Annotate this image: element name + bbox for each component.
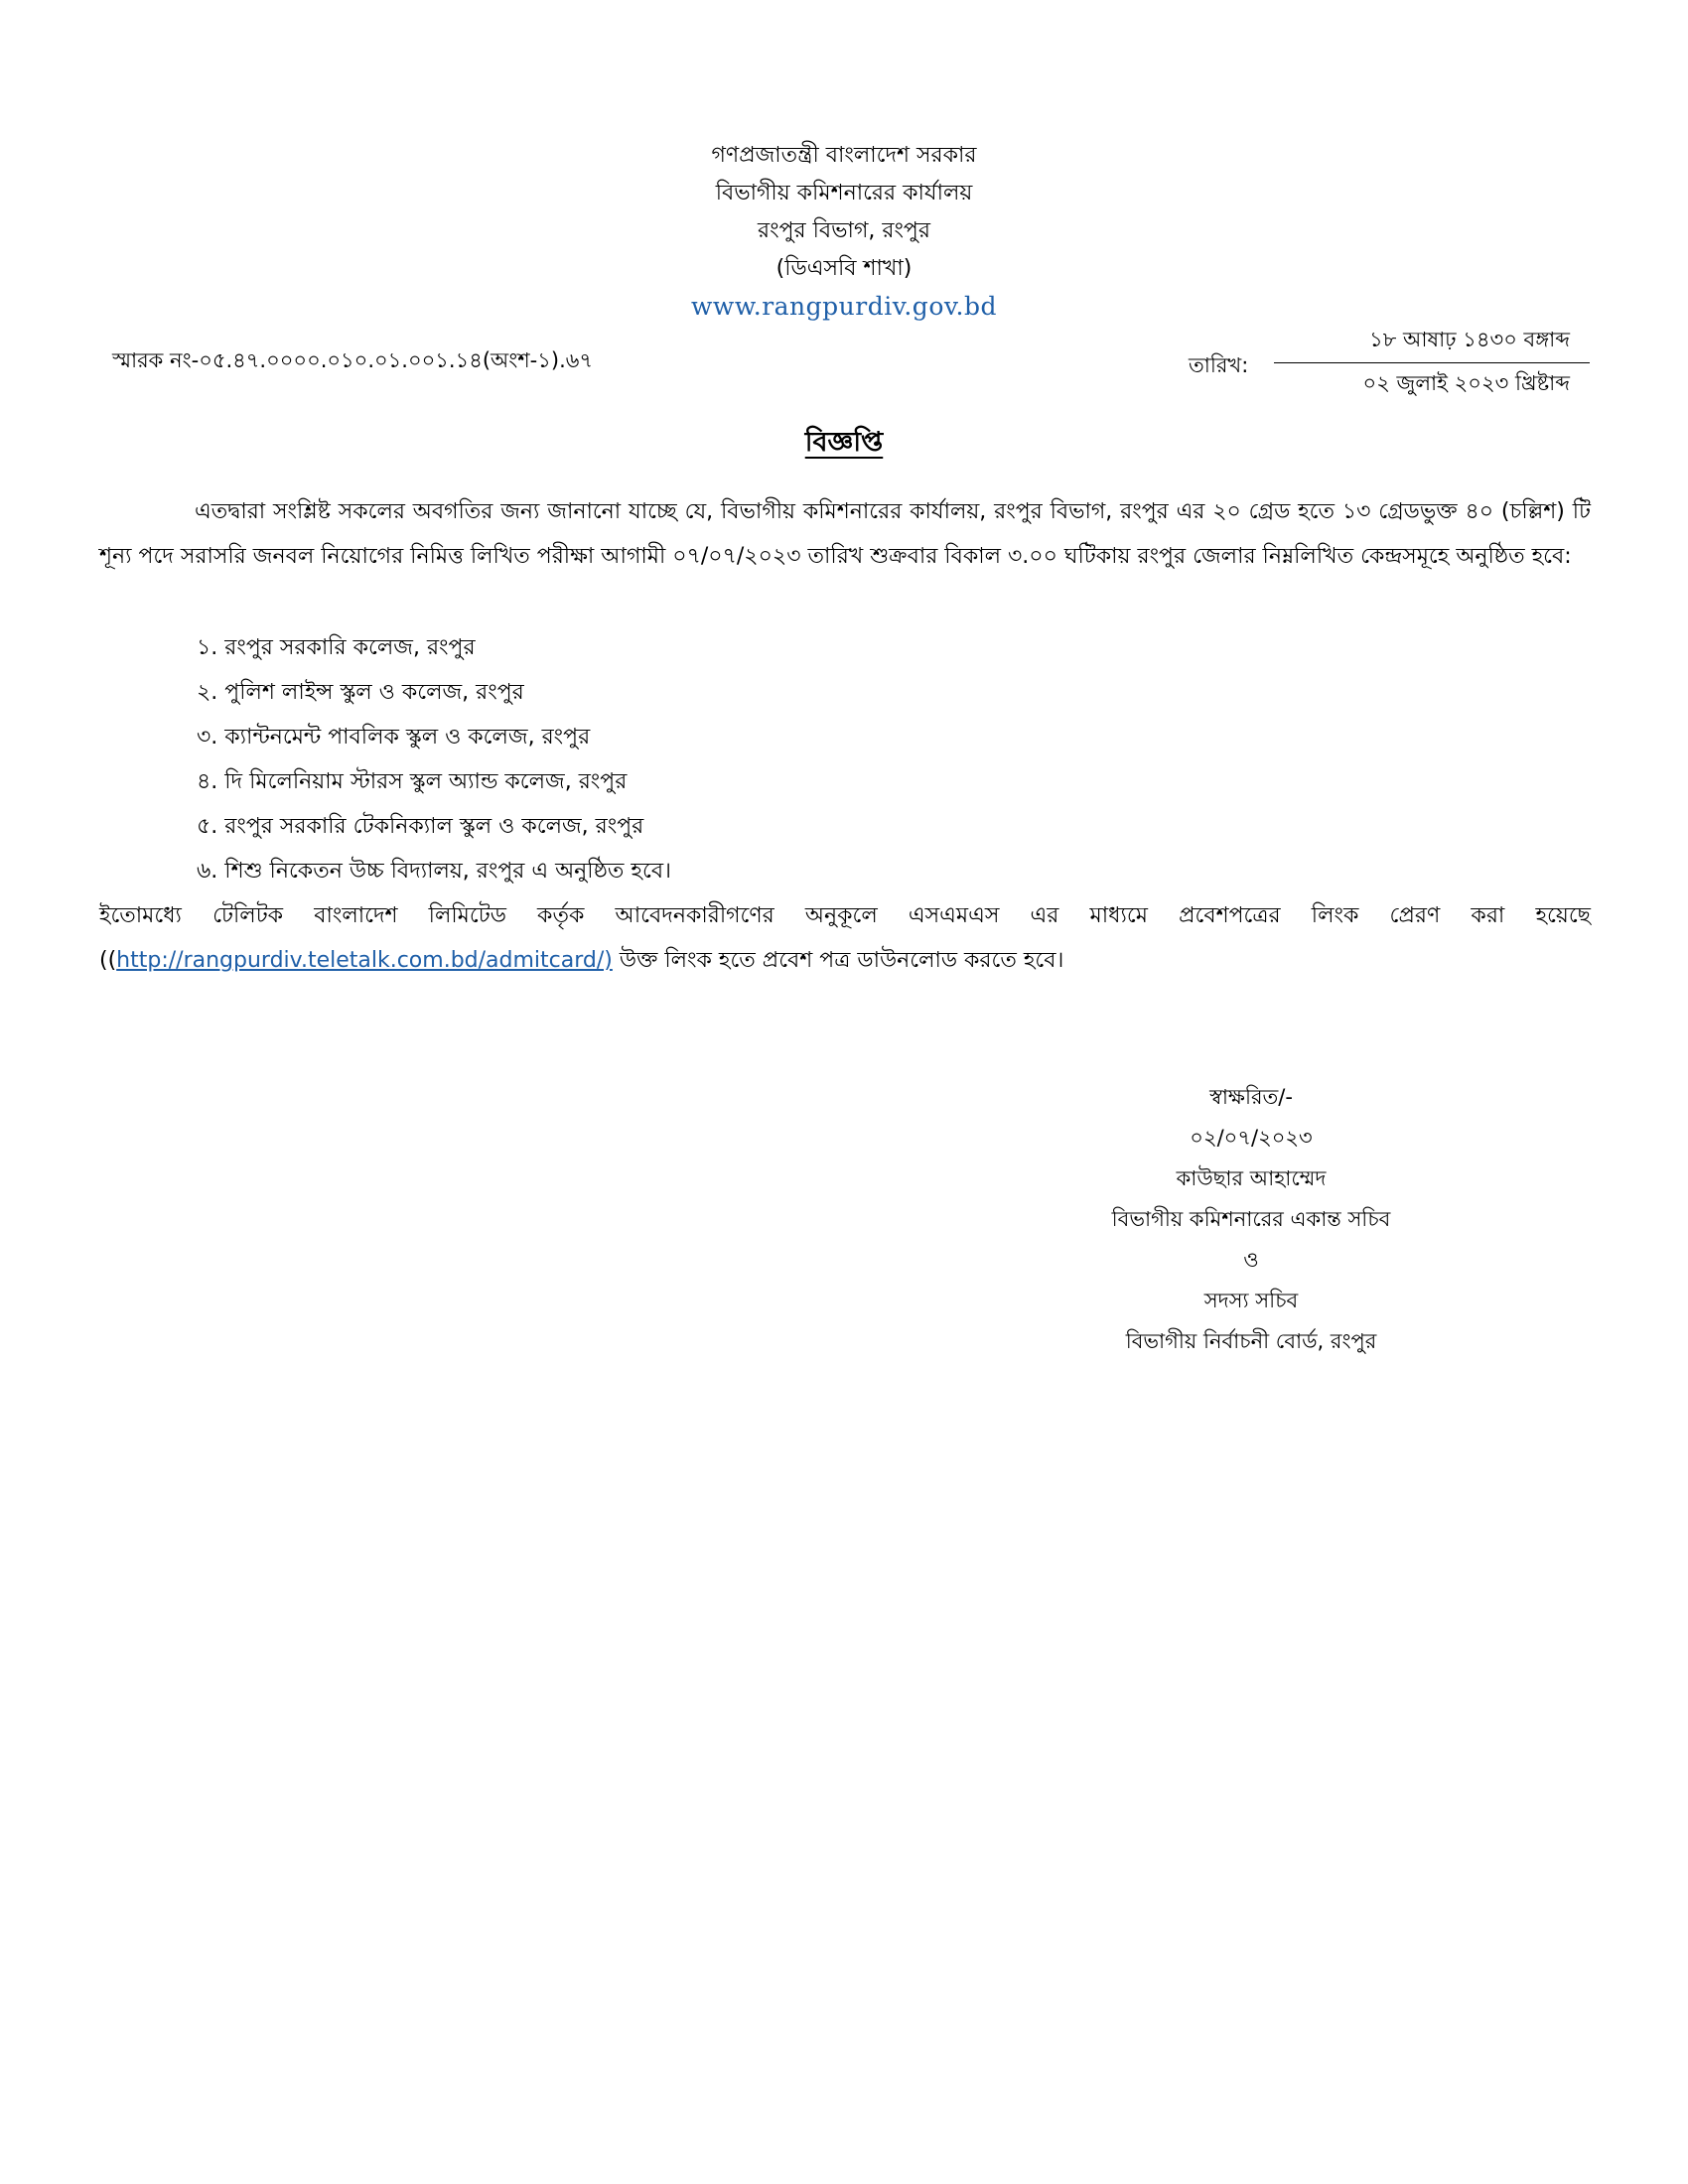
date-bangla: ১৮ আষাঢ় ১৪৩০ বঙ্গাব্দ xyxy=(1274,324,1590,363)
closing-text-before: ইতোমধ্যে টেলিটক বাংলাদেশ লিমিটেড কর্তৃক আবেদনকারীগণের অনুকূলে এসএমএস এর মাধ্যমে প্রবেশপত্রের লিংক প্রেরণ করা হয়েছে (( xyxy=(99,903,1591,973)
letterhead xyxy=(0,137,1688,326)
date-block xyxy=(1274,324,1590,402)
notice-body xyxy=(99,489,1591,579)
venue-list xyxy=(197,625,671,893)
signed-mark: স্বাক্ষরিত/- xyxy=(1209,1085,1293,1109)
signatory-designation: বিভাগীয় কমিশনারের একান্ত সচিব xyxy=(1111,1207,1391,1231)
signatory-name: কাউছার আহাম্মেদ xyxy=(1176,1166,1327,1190)
website-url: www.rangpurdiv.gov.bd xyxy=(691,292,997,321)
signature-block xyxy=(1033,1077,1470,1362)
memo-number: স্মারক নং-০৫.৪৭.০০০০.০১০.০১.০০১.১৪(অংশ-১).৬৭ xyxy=(112,348,594,372)
venue-item: ৬. শিশু নিকেতন উচ্চ বিদ্যালয়, রংপুর এ অনুষ্ঠিত হবে। xyxy=(197,859,671,884)
admit-card-paragraph xyxy=(99,893,1591,983)
venue-item: ৫. রংপুর সরকারি টেকনিক্যাল স্কুল ও কলেজ, রংপুর xyxy=(197,814,644,839)
venue-item: ২. পুলিশ লাইন্স স্কুল ও কলেজ, রংপুর xyxy=(197,680,524,705)
division-name: রংপুর বিভাগ, রংপুর xyxy=(758,218,930,243)
government-name: গণপ্রজাতন্ত্রী বাংলাদেশ সরকার xyxy=(711,143,977,168)
date-label: তারিখ: xyxy=(1189,353,1249,377)
notice-paragraph: এতদ্বারা সংশ্লিষ্ট সকলের অবগতির জন্য জানানো যাচ্ছে যে, বিভাগীয় কমিশনারের কার্যালয়, রংপুর বিভাগ, রংপুর এর ২০ গ্রেড হতে ১৩ গ্রেডভুক্ত ৪০ (চল্লিশ) টি শূন্য পদে সরাসরি জনবল নিয়োগের নিমিত্ত লিখিত পরীক্ষা আগামী ০৭/০৭/২০২৩ তারিখ শুক্রবার বিকাল ৩.০০ ঘটিকায় রংপুর জেলার নিম্নলিখিত কেন্দ্রসমূহে অনুষ্ঠিত হবে: xyxy=(99,499,1591,569)
signatory-role: সদস্য সচিব xyxy=(1203,1289,1299,1312)
venue-item: ৩. ক্যান্টনমেন্ট পাবলিক স্কুল ও কলেজ, রংপুর xyxy=(197,725,591,750)
branch-name: (ডিএসবি শাখা) xyxy=(775,256,913,281)
closing-text-after: উক্ত লিংক হতে প্রবেশ পত্র ডাউনলোড করতে হবে। xyxy=(612,948,1064,973)
venue-item: ১. রংপুর সরকারি কলেজ, রংপুর xyxy=(197,635,476,660)
signatory-board: বিভাগীয় নির্বাচনী বোর্ড, রংপুর xyxy=(1125,1329,1377,1353)
notice-title: বিজ্ঞপ্তি xyxy=(804,427,884,458)
office-name: বিভাগীয় কমিশনারের কার্যালয় xyxy=(715,181,973,205)
signatory-conjunction: ও xyxy=(1243,1248,1259,1272)
venue-item: ৪. দি মিলেনিয়াম স্টারস স্কুল অ্যান্ড কলেজ, রংপুর xyxy=(197,769,628,794)
date-english: ০২ জুলাই ২০২৩ খ্রিষ্টাব্দ xyxy=(1362,371,1570,395)
signature-date: ০২/০৭/২০২৩ xyxy=(1190,1126,1313,1150)
admit-card-link[interactable]: http://rangpurdiv.teletalk.com.bd/admitcard/) xyxy=(116,948,613,973)
